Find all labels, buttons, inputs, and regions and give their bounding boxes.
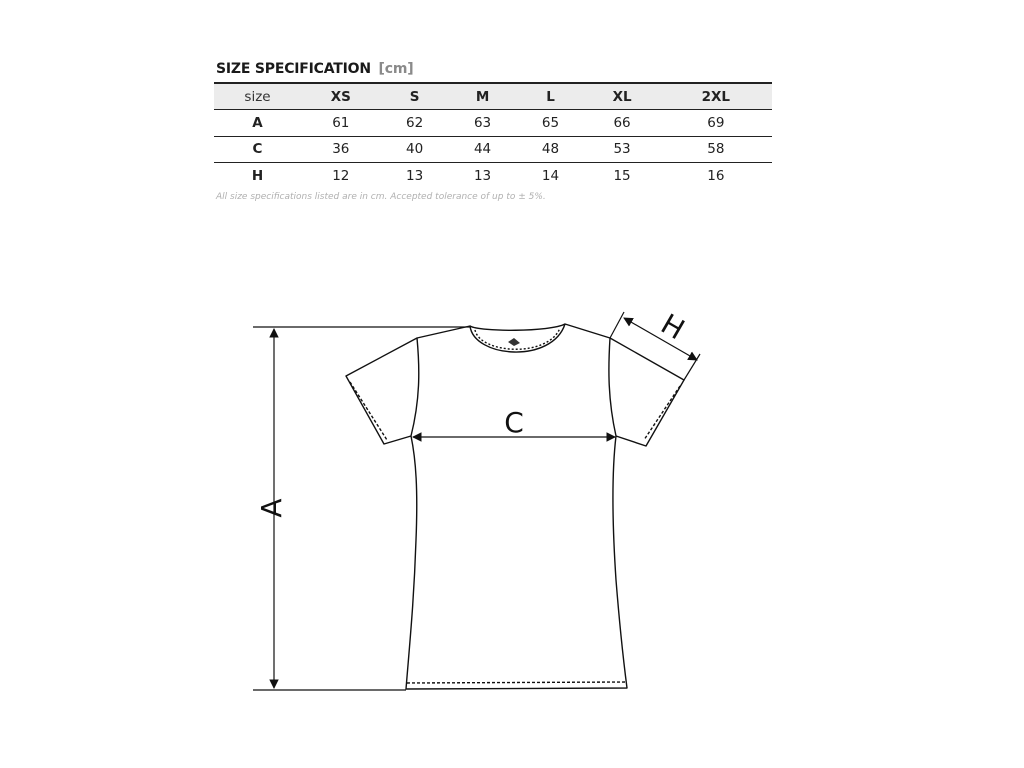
row-label: H [251,168,264,184]
header-size-label: size [214,83,301,110]
header-size: 2XL [660,83,772,110]
table-cell: 53 [584,136,659,163]
tolerance-note: All size specifications listed are in cm. Accepted tolerance of up to ± 5%. [216,192,546,202]
table-cell: 36 [301,136,381,163]
table-cell: 65 [517,110,585,137]
table-cell: 61 [301,110,381,137]
table-cell: 15 [613,168,631,184]
table-cell: 48 [517,136,585,163]
header-size: XS [301,83,381,110]
table-cell: 16 [707,168,725,184]
table-cell: 13 [473,168,492,184]
tshirt-outline [346,324,684,689]
table-cell: 62 [381,110,449,137]
row-label: C [214,136,301,163]
dimension-c-label: C [504,406,524,439]
spec-title-text: SIZE SPECIFICATION [216,61,371,77]
header-size: L [517,83,585,110]
table-cell: 12 [332,168,350,184]
table-cell: 58 [660,136,772,163]
table-cell: 44 [449,136,517,163]
table-cell: 14 [541,168,560,184]
table-cell: 63 [449,110,517,137]
table-cell: 13 [406,168,424,184]
spec-unit: [cm] [378,61,414,77]
table-cell: 69 [660,110,772,137]
header-size: M [449,83,517,110]
dimension-h-label: H [655,307,691,347]
dimension-a-label: A [255,498,288,518]
table-cell: 40 [381,136,449,163]
table-cell: 66 [584,110,659,137]
row-label: A [214,110,301,137]
header-size: XL [584,83,659,110]
header-size: S [381,83,449,110]
